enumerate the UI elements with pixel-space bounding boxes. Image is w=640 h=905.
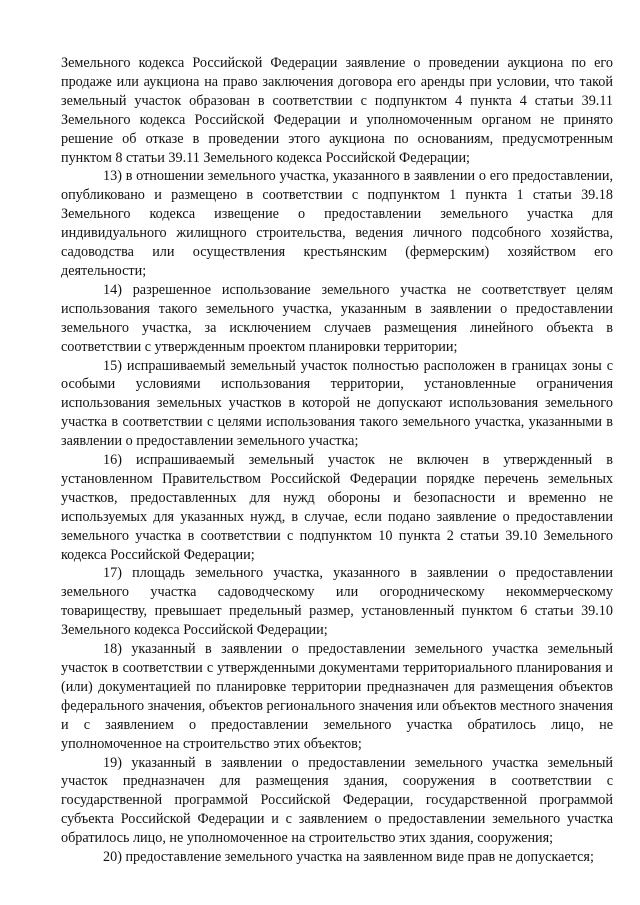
paragraph-item-19: 19) указанный в заявлении о предоставлении земельного участка земельный участок предназначен для размещения здания, сооружения в соответствии с государственной программой Российской Федерации, государственной программой субъекта Российской Федерации и с заявлением о предоставлении земельного участка обратилось лицо, не уполномоченное на строительство этих здания, сооружения; [61,754,613,847]
paragraph-continuation: Земельного кодекса Российской Федерации заявление о проведении аукциона по его продаже или аукциона на право заключения договора его аренды при условии, что такой земельный участок образован в соответствии с подпунктом 4 пункта 4 статьи 39.11 Земельного кодекса Российской Федерации и уполномоченным органом не принято решение об отказе в проведении этого аукциона по основаниям, предусмотренным пунктом 8 статьи 39.11 Земельного кодекса Российской Федерации; [61,55,613,166]
paragraph-item-17: 17) площадь земельного участка, указанного в заявлении о предоставлении земельного участка садоводческому или огородническому некоммерческому товариществу, превышает предельный размер, установленный пунктом 6 статьи 39.10 Земельного кодекса Российской Федерации; [61,565,613,639]
document-page [61,54,613,867]
paragraph-item-14: 14) разрешенное использование земельного участка не соответствует целям использования такого земельного участка, указанным в заявлении о предоставлении земельного участка, за исключением случаев размещения линейного объекта в соответствии с утвержденным проектом планировки территории; [61,281,613,355]
paragraph-item-15: 15) испрашиваемый земельный участок полностью расположен в границах зоны с особыми условиями использования территории, установленные ограничения использования земельных участков в которой не допускают использования земельного участка в соответствии с целями использования такого земельного участка, указанными в заявлении о предоставлении земельного участка; [61,357,613,450]
paragraph-item-16: 16) испрашиваемый земельный участок не включен в утвержденный в установленном Правительством Российской Федерации порядке перечень земельных участков, предоставленных для нужд обороны и безопасности и временно не используемых для указанных нужд, в случае, если подано заявление о предоставлении земельного участка в соответствии с подпунктом 10 пункта 2 статьи 39.10 Земельного кодекса Российской Федерации; [61,452,613,563]
paragraph-item-20: 20) предоставление земельного участка на заявленном виде прав не допускается; [103,849,594,866]
paragraph-item-18: 18) указанный в заявлении о предоставлении земельного участка земельный участок в соответствии с утвержденными документами территориального планирования и (или) документацией по планировке территории предназначен для размещения объектов федерального значения, объектов регионального значения или объектов местного значения и с заявлением о предоставлении земельного участка обратилось лицо, не уполномоченное на строительство этих объектов; [61,641,613,752]
paragraph-item-13: 13) в отношении земельного участка, указанного в заявлении о его предоставлении, опубликовано и размещено в соответствии с подпунктом 1 пункта 1 статьи 39.18 Земельного кодекса извещение о предоставлении земельного участка для индивидуального жилищного строительства, ведения личного подсобного хозяйства, садоводства или осуществления крестьянским (фермерским) хозяйством его деятельности; [61,168,613,279]
